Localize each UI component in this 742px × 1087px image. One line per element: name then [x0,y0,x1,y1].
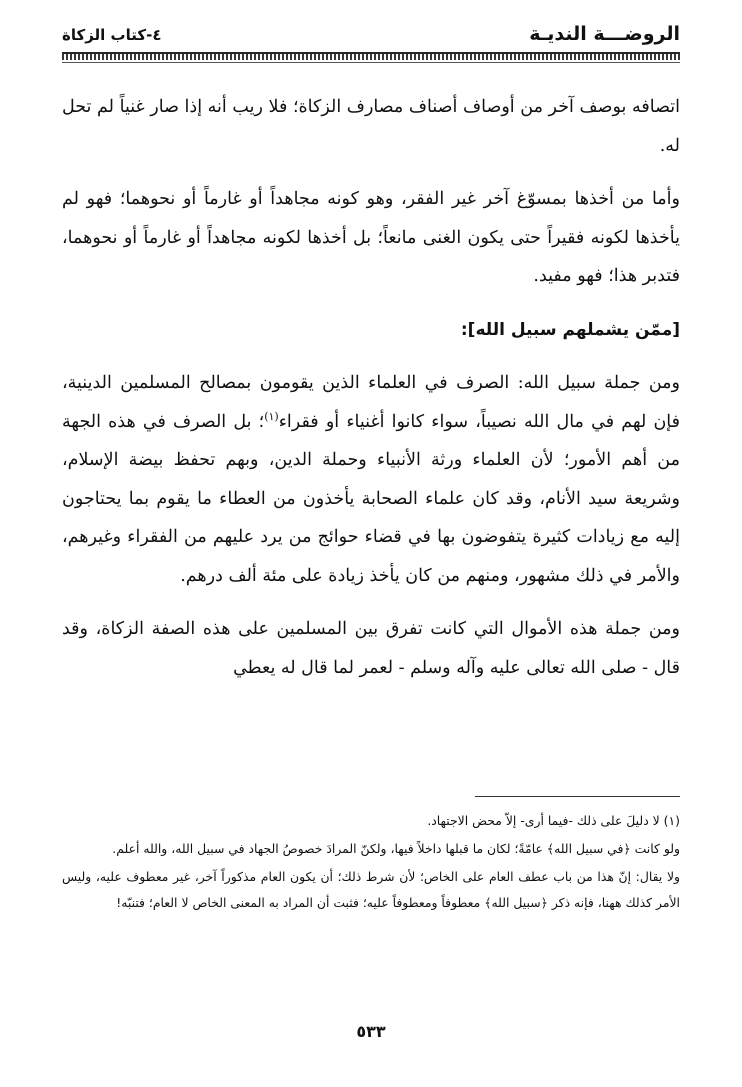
paragraph: اتصافه بوصف آخر من أوصاف أصناف مصارف الزكاة؛ فلا ريب أنه إذا صار غنياً لم تحل له. [62,97,680,156]
footnote: ولا يقال: إنّ هذا من باب عطف العام على الخاص؛ لأن شرط ذلك؛ أن يكون العام مذكوراً آخر، غير معطوف عليه، وليس الأمر كذلك ههنا، فإنه ذكر ﴿سبيل الله﴾ معطوفاً ومعطوفاً عليه؛ فثبت أن المراد به المعنى الخاص لا العام؛ فتنبّه! [62,869,680,910]
chapter-title: ٤-كتاب الزكاة [62,26,162,44]
footnote-divider [475,796,680,797]
running-header [62,22,680,52]
paragraph: وأما من أخذها بمسوّغ آخر غير الفقر، وهو كونه مجاهداً أو غارماً أو نحوهما؛ فهو لم يأخذها لكونه فقيراً حتى يكون الغنى مانعاً؛ بل أخذها لكونه مجاهداً أو غارماً أو نحوهما، فتدبر هذا؛ فهو مفيد. [62,189,680,286]
book-title: الروضـــة النديـة [529,23,680,45]
footnote-reference: (١) [264,409,279,423]
paragraph-text: ومن جملة سبيل الله: الصرف في العلماء الذين يقومون بمصالح المسلمين الدينية، فإن لهم في مال الله نصيباً، سواء كانوا أغنياء أو فقراء [62,373,680,432]
main-text [62,88,680,702]
header-rule-thin [62,62,680,63]
footnote: ولو كانت ﴿في سبيل الله﴾ عامّةً؛ لكان ما قبلها داخلاً فيها، ولكنّ المرادَ خصوصُ الجهاد في سبيل الله، والله أعلم. [112,841,680,856]
footnotes [62,808,680,918]
section-heading: [ممّن يشملهم سبيل الله]: [460,319,680,340]
paragraph-text: ؛ بل الصرف في هذه الجهة من أهم الأمور؛ لأن العلماء ورثة الأنبياء وحملة الدين، وبهم تحفظ بيضة الإسلام، وشريعة سيد الأنام، وقد كان علماء الصحابة يأخذون من العطاء ما يقوم بما يحتاجون إليه مع زيادات كثيرة يتفوضون بها في قضاء حوائج من يرد عليهم من الفقراء وغيرهم، والأمر في ذلك مشهور، ومنهم من كان يأخذ زيادة على مئة ألف درهم. [62,411,680,586]
paragraph: ومن جملة هذه الأموال التي كانت تفرق بين المسلمين على هذه الصفة الزكاة، وقد قال - صلى الله تعالى عليه وآله وسلم - لعمر لما قال له يعطي [62,619,680,678]
footnote: (١) لا دليلَ على ذلك -فيما أرى- إلاّ محض الاجتهاد. [427,813,680,828]
header-rule [62,52,680,60]
paragraph [62,364,680,595]
page-number: ٥٣٣ [356,1022,386,1041]
